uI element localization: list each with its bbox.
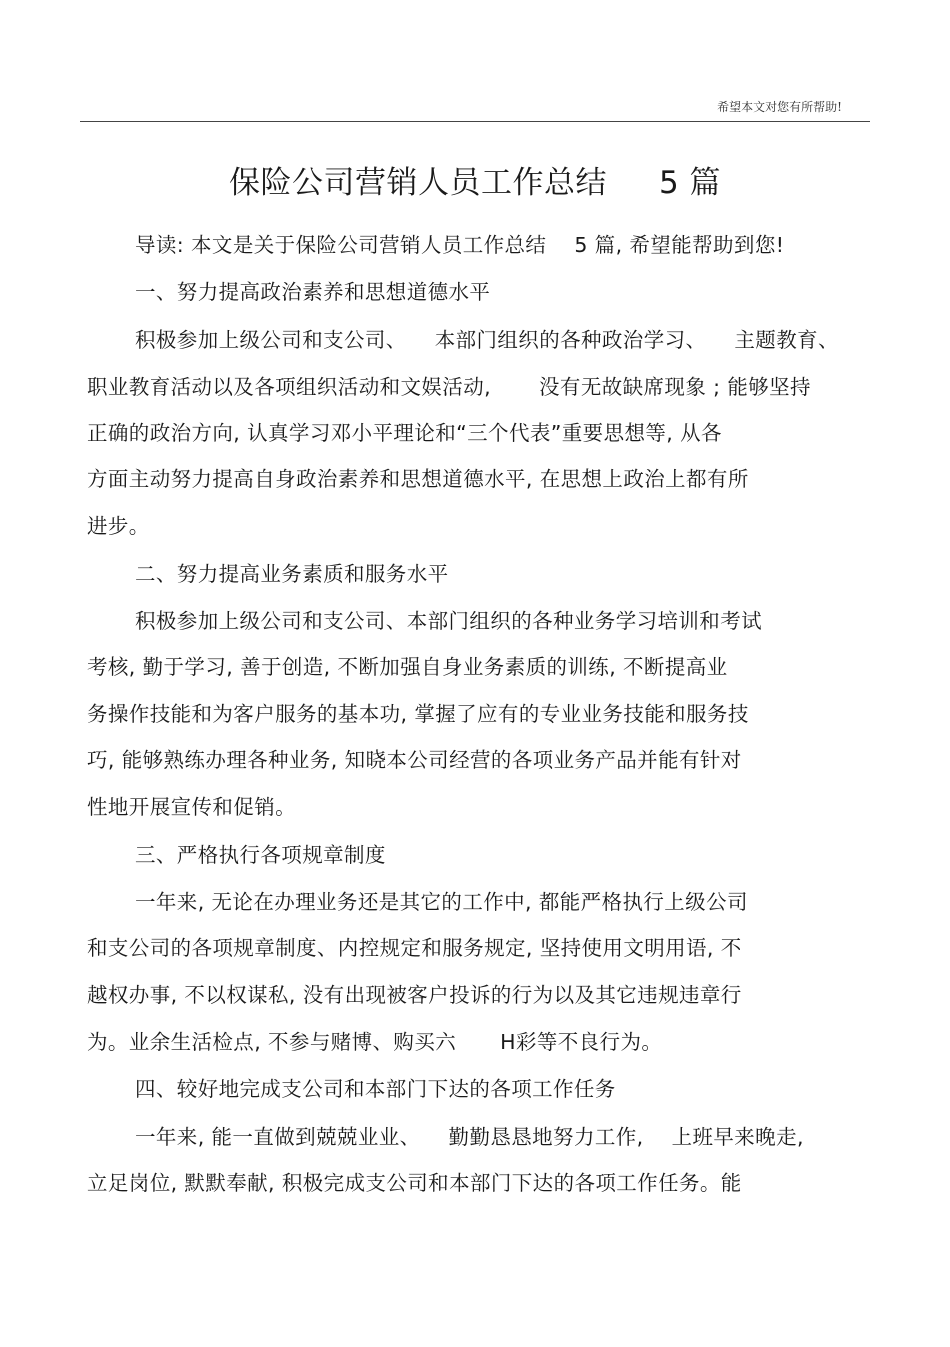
paragraph-line: 巧, 能够熟练办理各种业务, 知晓本公司经营的各项业务产品并能有针对: [87, 748, 742, 772]
title-text: 保险公司营销人员工作总结: [228, 165, 607, 201]
section-heading-3: 三、严格执行各项规章制度: [135, 843, 386, 867]
section-heading-2: 二、努力提高业务素质和服务水平: [135, 562, 449, 586]
paragraph-text: 本部门组织的各种政治学习、: [434, 328, 707, 352]
paragraph-text: 积极参加上级公司和支公司、: [135, 328, 407, 352]
paragraph-line: 考核, 勤于学习, 善于创造, 不断加强自身业务素质的训练, 不断提高业: [87, 655, 728, 679]
paragraph-line: 方面主动努力提高自身政治素养和思想道德水平, 在思想上政治上都有所: [87, 467, 749, 491]
paragraph-line: [135, 1123, 804, 1151]
paragraph-line: 一年来, 无论在办理业务还是其它的工作中, 都能严格执行上级公司: [135, 890, 748, 914]
paragraph-text: 没有无故缺席现象 ; 能够坚持: [539, 375, 811, 399]
paragraph-text: 职业教育活动以及各项组织活动和文娱活动,: [87, 375, 492, 399]
paragraph-text: 一年来, 能一直做到兢兢业业、: [135, 1125, 421, 1149]
paragraph-text: 为。业余生活检点, 不参与赌博、购买六: [87, 1030, 457, 1054]
paragraph-line: 进步。: [87, 514, 150, 538]
intro-text-b: 5 篇, 希望能帮助到您!: [574, 233, 785, 257]
paragraph-line: 正确的政治方向, 认真学习邓小平理论和“三个代表”重要思想等, 从各: [87, 421, 722, 445]
paragraph-line: 越权办事, 不以权谋私, 没有出现被客户投诉的行为以及其它违规违章行: [87, 983, 742, 1007]
intro-text-a: 导读: 本文是关于保险公司营销人员工作总结: [135, 233, 547, 257]
paragraph-line: 务操作技能和为客户服务的基本功, 掌握了应有的专业业务技能和服务技: [87, 702, 749, 726]
paragraph-text: 主题教育、: [734, 328, 839, 352]
paragraph-line: [87, 373, 811, 401]
paragraph-line: 积极参加上级公司和支公司、本部门组织的各种业务学习培训和考试: [135, 609, 762, 633]
paragraph-line: 性地开展宣传和促销。: [87, 795, 296, 819]
header-divider: [80, 121, 870, 122]
paragraph-line: [135, 326, 839, 354]
paragraph-text: 上班早来晚走,: [671, 1125, 804, 1149]
document-title: [0, 157, 950, 202]
header-note: 希望本文对您有所帮助!: [717, 100, 842, 114]
paragraph-text: H彩等不良行为。: [500, 1030, 663, 1054]
paragraph-line: 立足岗位, 默默奉献, 积极完成支公司和本部门下达的各项工作任务。能: [87, 1171, 742, 1195]
section-heading-1: 一、努力提高政治素养和思想道德水平: [135, 280, 491, 304]
intro-line: [135, 231, 784, 259]
title-count: 5 篇: [658, 165, 722, 201]
paragraph-line: [87, 1028, 662, 1056]
section-heading-4: 四、较好地完成支公司和本部门下达的各项工作任务: [135, 1077, 616, 1101]
paragraph-line: 和支公司的各项规章制度、内控规定和服务规定, 坚持使用文明用语, 不: [87, 936, 742, 960]
paragraph-text: 勤勤恳恳地努力工作,: [448, 1125, 644, 1149]
